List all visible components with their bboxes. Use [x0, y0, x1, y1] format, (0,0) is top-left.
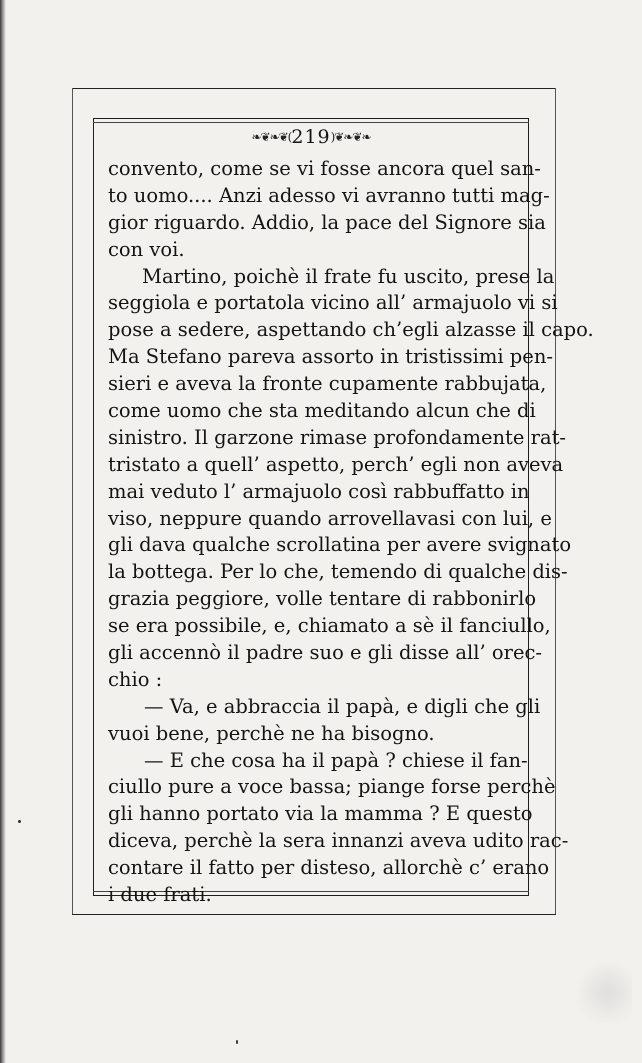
text-line: gli hanno portato via la mamma ? E questo: [108, 802, 533, 826]
frame-inner-rule-top: [93, 122, 529, 123]
text-line: tristato a quell’ aspetto, perch’ egli non aveva: [108, 452, 564, 476]
text-line: — Va, e abbraccia il papà, e digli che gli: [144, 694, 541, 718]
text-line: i due frati.: [108, 883, 212, 907]
text-line: viso, neppure quando arrovellavasi con lui, e: [108, 506, 552, 530]
text-line: sieri e aveva la fronte cupamente rabbujata,: [108, 372, 547, 396]
body-text: [108, 156, 594, 909]
text-line: la bottega. Per lo che, temendo di qualche dis-: [108, 560, 568, 584]
text-line: ciullo pure a voce bassa; piange forse perchè: [108, 775, 556, 799]
scan-smudge: [572, 963, 632, 1023]
text-line: Martino, poichè il frate fu uscito, prese la: [142, 264, 555, 288]
text-line: — E che cosa ha il papà ? chiese il fan-: [144, 748, 528, 772]
text-line: come uomo che sta meditando alcun che di: [108, 399, 536, 423]
text-line: mai veduto l’ armajuolo così rabbuffatto in: [108, 479, 530, 503]
text-line: con voi.: [108, 237, 185, 261]
scan-edge: [0, 0, 6, 1063]
text-line: diceva, perchè la sera innanzi aveva udito rac-: [108, 829, 569, 853]
text-line: gior riguardo. Addio, la pace del Signore sia: [108, 210, 546, 234]
text-line: chio :: [108, 667, 163, 691]
outer-rule-bottom: [72, 914, 556, 915]
text-line: vuoi bene, perchè ne ha bisogno.: [108, 721, 435, 745]
outer-rule-left: [72, 88, 73, 914]
text-line: seggiola e portatola vicino all’ armajuolo vi si: [108, 291, 558, 315]
text-line: grazia peggiore, volle tentare di rabbonirlo: [108, 587, 537, 611]
text-line: pose a sedere, aspettando ch’egli alzasse il capo.: [108, 318, 594, 342]
text-line: sinistro. Il garzone rimase profondamente rat-: [108, 425, 567, 449]
text-line: to uomo.... Anzi adesso vi avranno tutti mag-: [108, 183, 550, 207]
text-line: Ma Stefano pareva assorto in tristissimi pen-: [108, 345, 553, 369]
page-header: [93, 124, 529, 150]
text-line: contare il fatto per disteso, allorchè c’ erano: [108, 856, 550, 880]
text-line: convento, come se vi fosse ancora quel san-: [108, 157, 541, 180]
text-line: gli dava qualche scrollatina per avere svignato: [108, 533, 572, 557]
text-line: se era possibile, e, chiamato a sè il fanciullo,: [108, 614, 551, 638]
header-ornament-right: )❦❧❦❧: [330, 130, 371, 144]
scan-speck: [236, 1040, 238, 1044]
text-line: gli accennò il padre suo e gli disse all’ orec-: [108, 641, 543, 665]
header-ornament-left: ❧❦❧❦(: [251, 130, 292, 144]
scan-speck: [18, 820, 21, 823]
outer-rule-top: [72, 88, 556, 89]
page-number: 219: [291, 126, 331, 148]
